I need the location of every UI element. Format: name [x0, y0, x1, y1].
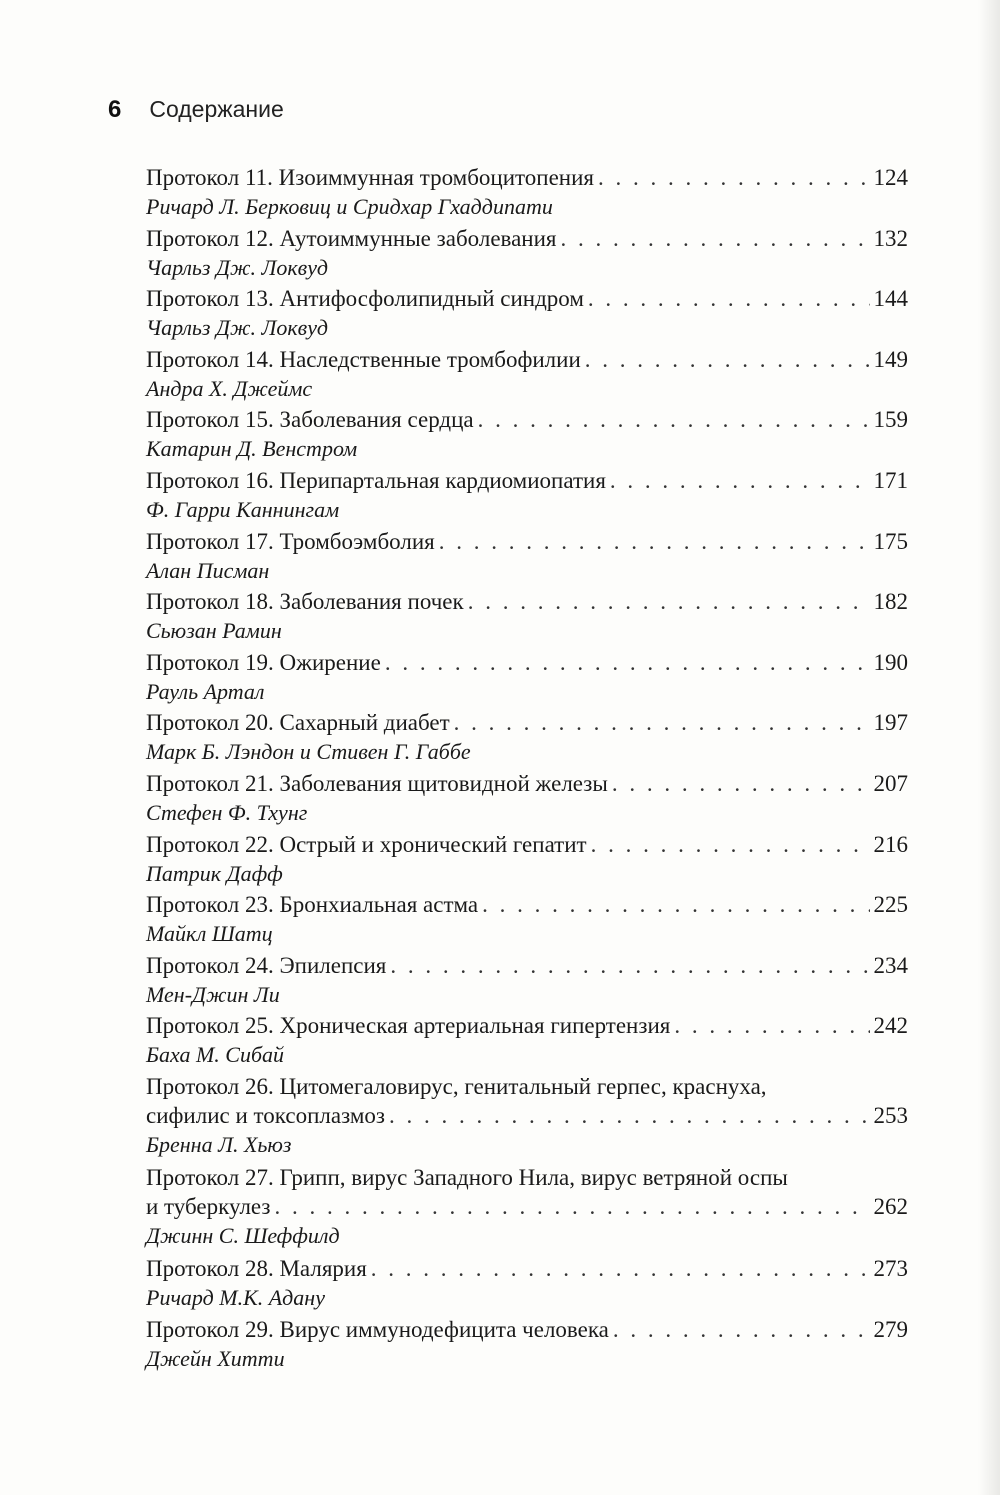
toc-entry-author: Ричард Л. Берковиц и Сридхар Гхаддипати — [146, 194, 553, 219]
toc-page-number: 149 — [873, 346, 908, 372]
toc-page-number: 124 — [873, 165, 908, 190]
dot-leader — [585, 345, 870, 374]
toc-page-number: 253 — [873, 1102, 908, 1128]
toc-page-number: 197 — [873, 710, 908, 736]
toc-page-number: 273 — [873, 1255, 908, 1281]
dot-leader — [588, 284, 870, 313]
dot-leader — [390, 951, 869, 980]
toc-entry-author: Стефен Ф. Тхунг — [146, 799, 308, 825]
toc-entry — [146, 224, 908, 285]
toc-list — [146, 163, 908, 1375]
toc-entry-title: Протокол 25. Хроническая артериальная гипертензия — [146, 1013, 671, 1039]
toc-entry — [146, 163, 908, 224]
toc-entry — [146, 890, 908, 951]
dot-leader — [478, 405, 870, 434]
toc-entry — [146, 648, 908, 709]
toc-page-number: 234 — [873, 952, 908, 978]
toc-entry — [146, 1163, 908, 1254]
dot-leader — [610, 466, 870, 495]
toc-entry-title: Протокол 18. Заболевания почек — [146, 589, 464, 615]
dot-leader — [454, 708, 870, 737]
dot-leader — [482, 890, 869, 919]
toc-entry-title: сифилис и токсоплазмоз — [146, 1102, 385, 1128]
toc-page-number: 216 — [873, 831, 908, 857]
toc-entry — [146, 466, 908, 527]
toc-entry-author: Мен-Джин Ли — [146, 981, 280, 1007]
toc-page-number: 207 — [873, 770, 908, 796]
dot-leader — [612, 769, 870, 798]
dot-leader — [591, 830, 870, 859]
dot-leader — [439, 527, 870, 556]
page-header — [108, 96, 284, 124]
toc-entry-author: Майкл Шатц — [146, 921, 273, 947]
toc-entry-author: Патрик Дафф — [146, 860, 283, 886]
toc-page-number: 190 — [873, 649, 908, 675]
toc-entry-author: Ф. Гарри Каннингам — [146, 496, 340, 522]
toc-entry — [146, 1315, 908, 1376]
toc-entry-title-line1: Протокол 27. Грипп, вирус Западного Нила, вирус ветряной оспы — [146, 1164, 788, 1190]
toc-entry-author: Андра Х. Джеймс — [146, 375, 313, 401]
toc-entry — [146, 527, 908, 588]
toc-page-number: 132 — [873, 225, 908, 251]
toc-page-number: 279 — [873, 1316, 908, 1342]
dot-leader — [371, 1254, 870, 1283]
toc-entry — [146, 587, 908, 648]
toc-entry-title: Протокол 23. Бронхиальная астма — [146, 892, 479, 918]
toc-page-number: 159 — [873, 407, 908, 433]
toc-entry-title-line1: Протокол 26. Цитомегаловирус, генитальный герпес, краснуха, — [146, 1073, 767, 1099]
dot-leader — [674, 1011, 869, 1040]
toc-entry-title: Протокол 17. Тромбоэмболия — [146, 528, 435, 554]
toc-entry-title: Протокол 21. Заболевания щитовидной железы — [146, 770, 608, 796]
toc-entry-title: Протокол 16. Перипартальная кардиомиопатия — [146, 467, 606, 493]
toc-entry — [146, 1011, 908, 1072]
toc-entry-title: Протокол 11. Изоиммунная тромбоцитопения — [146, 165, 594, 190]
toc-entry — [146, 830, 908, 891]
dot-leader — [598, 163, 870, 192]
toc-entry — [146, 1072, 908, 1163]
toc-entry-title: Протокол 22. Острый и хронический гепатит — [146, 831, 587, 857]
toc-entry — [146, 1254, 908, 1315]
toc-entry — [146, 769, 908, 830]
toc-entry-author: Рауль Артал — [146, 678, 265, 704]
toc-entry-author: Баха М. Сибай — [146, 1042, 285, 1068]
toc-entry-author: Чарльз Дж. Локвуд — [146, 315, 329, 341]
toc-page-number: 225 — [873, 892, 908, 918]
toc-entry-author: Чарльз Дж. Локвуд — [146, 254, 329, 280]
dot-leader — [468, 587, 870, 616]
toc-entry — [146, 405, 908, 466]
toc-entry — [146, 708, 908, 769]
dot-leader — [385, 648, 870, 677]
page-edge-shadow — [978, 0, 1000, 1495]
dot-leader — [275, 1192, 870, 1221]
toc-entry-title: Протокол 24. Эпилепсия — [146, 952, 387, 978]
dot-leader — [613, 1315, 870, 1344]
toc-page-number: 262 — [873, 1193, 908, 1219]
dot-leader — [389, 1101, 870, 1130]
toc-entry-title: Протокол 20. Сахарный диабет — [146, 710, 450, 736]
toc-entry-author: Бренна Л. Хьюз — [146, 1131, 292, 1157]
toc-entry-title: и туберкулез — [146, 1193, 271, 1219]
toc-entry-title: Протокол 15. Заболевания сердца — [146, 407, 474, 433]
toc-entry-title: Протокол 13. Антифосфолипидный синдром — [146, 286, 584, 312]
toc-entry-title: Протокол 29. Вирус иммунодефицита человека — [146, 1316, 609, 1342]
toc-entry-author: Ричард М.К. Адану — [146, 1284, 325, 1310]
toc-page-number: 242 — [873, 1013, 908, 1039]
toc-page-number: 175 — [873, 528, 908, 554]
toc-entry-author: Сьюзан Рамин — [146, 618, 282, 644]
toc-entry — [146, 345, 908, 406]
toc-entry-author: Катарин Д. Венстром — [146, 436, 358, 462]
toc-entry-author: Джинн С. Шеффилд — [146, 1222, 340, 1248]
toc-entry-author: Алан Писман — [146, 557, 270, 583]
dot-leader — [561, 224, 870, 253]
toc-page-number: 144 — [873, 286, 908, 312]
section-title: Содержание — [149, 96, 284, 122]
toc-entry-author: Марк Б. Лэндон и Стивен Г. Габбе — [146, 739, 471, 765]
toc-page-number: 182 — [873, 589, 908, 615]
toc-entry-title: Протокол 12. Аутоиммунные заболевания — [146, 225, 557, 251]
toc-entry-author: Джейн Хитти — [146, 1345, 285, 1371]
toc-entry-title: Протокол 19. Ожирение — [146, 649, 381, 675]
toc-page-number: 171 — [873, 467, 908, 493]
page-number: 6 — [108, 96, 122, 123]
toc-entry — [146, 951, 908, 1012]
toc-entry — [146, 284, 908, 345]
toc-entry-title: Протокол 14. Наследственные тромбофилии — [146, 346, 581, 372]
toc-entry-title: Протокол 28. Малярия — [146, 1255, 367, 1281]
